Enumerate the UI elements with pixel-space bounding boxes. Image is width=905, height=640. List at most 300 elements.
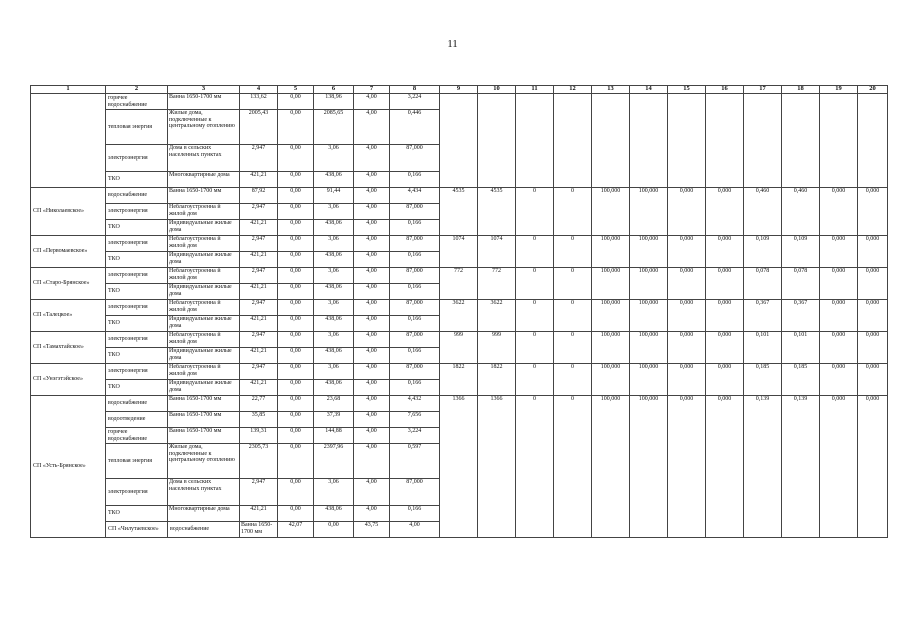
settlement-cell: СП «Первомаевское» bbox=[31, 236, 106, 268]
value-cell-v6: 2085,65 bbox=[314, 110, 354, 145]
group-value-cell: 0 bbox=[554, 332, 592, 364]
category-cell: Индивидуальные жилые дома bbox=[168, 380, 240, 396]
value-cell-v4: 139,31 bbox=[240, 428, 278, 444]
group-value-cell bbox=[592, 94, 630, 188]
value-cell-v6: 3,06 bbox=[314, 332, 354, 348]
value-cell-v6: 3,06 bbox=[314, 204, 354, 220]
value-cell-v4: 22,77 bbox=[240, 396, 278, 412]
column-header-20: 20 bbox=[858, 86, 888, 94]
group-value-cell: 0,000 bbox=[820, 364, 858, 396]
resource-cell: электроэнергия bbox=[106, 145, 168, 172]
table-row bbox=[31, 236, 888, 252]
value-cell-v5: 0,00 bbox=[278, 220, 314, 236]
column-header-13: 13 bbox=[592, 86, 630, 94]
group-value-cell: 0,460 bbox=[744, 188, 782, 236]
column-header-2: 2 bbox=[106, 86, 168, 94]
value-cell-v6: 23,68 bbox=[314, 396, 354, 412]
group-value-cell: 0,109 bbox=[782, 236, 820, 268]
value-cell-v8: 87,000 bbox=[390, 236, 440, 252]
group-value-cell: 0,000 bbox=[858, 396, 888, 538]
resource-cell: ТКО bbox=[106, 316, 168, 332]
group-value-cell: 100,000 bbox=[592, 364, 630, 396]
value-cell-v5: 0,00 bbox=[278, 396, 314, 412]
group-value-cell: 0,367 bbox=[782, 300, 820, 332]
group-value-cell: 0,367 bbox=[744, 300, 782, 332]
value-cell-v4: 421,21 bbox=[240, 220, 278, 236]
value-cell-v7: 4,00 bbox=[354, 94, 390, 110]
group-value-cell: 0,000 bbox=[858, 364, 888, 396]
table-row bbox=[31, 268, 888, 284]
category-cell: Дома в сельских населенных пунктах bbox=[168, 479, 240, 506]
value-cell-v6: 438,06 bbox=[314, 220, 354, 236]
tariff-table bbox=[30, 85, 888, 538]
value-cell-v5: 0,00 bbox=[278, 110, 314, 145]
category-cell: Индивидуальные жилые дома bbox=[168, 316, 240, 332]
group-value-cell: 0,000 bbox=[706, 236, 744, 268]
value-cell-v4: 421,21 bbox=[240, 316, 278, 332]
value-cell-v8: 4,434 bbox=[390, 188, 440, 204]
value-cell-v5: 0,00 bbox=[278, 506, 314, 522]
table-header bbox=[31, 86, 888, 94]
value-cell-v4: 2005,43 bbox=[240, 110, 278, 145]
value-cell-v7: 4,00 bbox=[354, 172, 390, 188]
value-cell-v6: 91,44 bbox=[314, 188, 354, 204]
value-cell-v8: 87,000 bbox=[390, 268, 440, 284]
group-value-cell: 0,000 bbox=[668, 300, 706, 332]
value-cell-v6: 438,06 bbox=[314, 380, 354, 396]
resource-cell: ТКО bbox=[106, 284, 168, 300]
value-cell-v8: 0,597 bbox=[390, 444, 440, 479]
group-value-cell bbox=[668, 94, 706, 188]
settlement-cell: СП «Усть-Брянское» bbox=[31, 396, 106, 538]
value-cell-v8: 87,000 bbox=[390, 479, 440, 506]
value-cell-v4: 2305,73 bbox=[240, 444, 278, 479]
column-header-17: 17 bbox=[744, 86, 782, 94]
value-cell-v8: 0,166 bbox=[390, 172, 440, 188]
group-value-cell: 1074 bbox=[440, 236, 478, 268]
value-cell-v8: 0,166 bbox=[390, 380, 440, 396]
value-cell-v5: 0,00 bbox=[278, 172, 314, 188]
value-cell-v4: 2,947 bbox=[240, 145, 278, 172]
value-cell-v5: 0,00 bbox=[278, 204, 314, 220]
value-cell-v5: 0,00 bbox=[278, 348, 314, 364]
group-value-cell: 0,000 bbox=[668, 396, 706, 538]
value-cell-v4: 421,21 bbox=[240, 348, 278, 364]
category-cell: Ванна 1650-1700 мм bbox=[168, 396, 240, 412]
value-cell-v8: 0,166 bbox=[390, 506, 440, 522]
value-cell-v8: 87,000 bbox=[390, 300, 440, 316]
group-value-cell: 100,000 bbox=[592, 188, 630, 236]
resource-cell: тепловая энергия bbox=[106, 110, 168, 145]
group-value-cell: 0,101 bbox=[744, 332, 782, 364]
value-cell-v6: 438,06 bbox=[314, 252, 354, 268]
value-cell-v6: 138,96 bbox=[314, 94, 354, 110]
group-value-cell: 772 bbox=[478, 268, 516, 300]
value-cell-v5: 0,00 bbox=[278, 412, 314, 428]
value-cell-v6: 438,06 bbox=[314, 506, 354, 522]
value-cell-v5: 0,00 bbox=[278, 268, 314, 284]
group-value-cell: 100,000 bbox=[630, 332, 668, 364]
value-cell-v5: 0,00 bbox=[278, 94, 314, 110]
group-value-cell: 0 bbox=[554, 364, 592, 396]
value-cell-v5: 0,00 bbox=[278, 332, 314, 348]
settlement-cell: СП «Тамахтайское» bbox=[31, 332, 106, 364]
group-value-cell: 0,000 bbox=[706, 364, 744, 396]
column-header-19: 19 bbox=[820, 86, 858, 94]
category-cell: Неблагоустроенна й жилой дом bbox=[168, 300, 240, 316]
value-cell-v4: 42,07 bbox=[278, 522, 314, 538]
group-value-cell: 100,000 bbox=[630, 396, 668, 538]
resource-cell: горячее водоснабжение bbox=[106, 94, 168, 110]
settlement-cell: СП «Старо-Брянское» bbox=[31, 268, 106, 300]
value-cell-v7: 4,00 bbox=[354, 236, 390, 252]
value-cell-v4: 2,947 bbox=[240, 479, 278, 506]
group-value-cell: 0,000 bbox=[668, 268, 706, 300]
settlement-cell: СП «Талецкое» bbox=[31, 300, 106, 332]
settlement-cell: СП «Чилутаевское» bbox=[106, 522, 168, 538]
group-value-cell: 4535 bbox=[440, 188, 478, 236]
group-value-cell: 0,000 bbox=[820, 268, 858, 300]
value-cell-v5: 0,00 bbox=[278, 300, 314, 316]
group-value-cell: 0,000 bbox=[820, 396, 858, 538]
group-value-cell: 1366 bbox=[478, 396, 516, 538]
category-cell: Многоквартирные дома bbox=[168, 506, 240, 522]
value-cell-v7: 4,00 bbox=[354, 396, 390, 412]
resource-cell: электроэнергия bbox=[106, 204, 168, 220]
group-value-cell: 0,000 bbox=[858, 332, 888, 364]
value-cell-v7: 4,00 bbox=[354, 284, 390, 300]
value-cell-v6: 43,75 bbox=[354, 522, 390, 538]
group-value-cell: 100,000 bbox=[630, 300, 668, 332]
resource-cell: водоотведение bbox=[106, 412, 168, 428]
value-cell-v5: 0,00 bbox=[278, 316, 314, 332]
group-value-cell: 100,000 bbox=[592, 332, 630, 364]
table-body bbox=[31, 94, 888, 538]
column-header-7: 7 bbox=[354, 86, 390, 94]
category-cell: Ванна 1650-1700 мм bbox=[168, 428, 240, 444]
value-cell-v7: 4,00 bbox=[354, 348, 390, 364]
resource-cell: водоснабжение bbox=[168, 522, 240, 538]
value-cell-v5: 0,00 bbox=[278, 145, 314, 172]
value-cell-v6: 438,06 bbox=[314, 316, 354, 332]
column-header-5: 5 bbox=[278, 86, 314, 94]
value-cell-v7: 4,00 bbox=[354, 479, 390, 506]
value-cell-v7: 4,00 bbox=[354, 332, 390, 348]
value-cell-v7: 4,00 bbox=[354, 412, 390, 428]
value-cell-v4: 2,947 bbox=[240, 268, 278, 284]
value-cell-v8: 4,432 bbox=[390, 396, 440, 412]
settlement-cell: СП «Николаевское» bbox=[31, 188, 106, 236]
resource-cell: ТКО bbox=[106, 172, 168, 188]
group-value-cell: 0 bbox=[516, 188, 554, 236]
group-value-cell: 999 bbox=[478, 332, 516, 364]
value-cell-v7: 4,00 bbox=[354, 145, 390, 172]
column-header-4: 4 bbox=[240, 86, 278, 94]
group-value-cell: 0,000 bbox=[668, 364, 706, 396]
group-value-cell: 0,101 bbox=[782, 332, 820, 364]
group-value-cell: 0 bbox=[516, 268, 554, 300]
value-cell-v5: 0,00 bbox=[278, 428, 314, 444]
category-cell: Жилые дома, подключенные к центральному отоплению bbox=[168, 444, 240, 479]
group-value-cell: 0,000 bbox=[668, 188, 706, 236]
value-cell-v6: 3,06 bbox=[314, 268, 354, 284]
value-cell-v7: 4,00 bbox=[354, 188, 390, 204]
category-cell: Неблагоустроенна й жилой дом bbox=[168, 204, 240, 220]
group-value-cell: 100,000 bbox=[592, 300, 630, 332]
value-cell-v7: 4,00 bbox=[354, 428, 390, 444]
column-header-11: 11 bbox=[516, 86, 554, 94]
group-value-cell bbox=[782, 94, 820, 188]
value-cell-v6: 3,06 bbox=[314, 364, 354, 380]
value-cell-v7: 4,00 bbox=[354, 316, 390, 332]
value-cell-v7: 4,00 bbox=[354, 380, 390, 396]
value-cell-v6: 3,06 bbox=[314, 300, 354, 316]
value-cell-v4: 133,62 bbox=[240, 94, 278, 110]
resource-cell: ТКО bbox=[106, 252, 168, 268]
value-cell-v6: 438,06 bbox=[314, 172, 354, 188]
value-cell-v5: 0,00 bbox=[314, 522, 354, 538]
resource-cell: водоснабжение bbox=[106, 188, 168, 204]
value-cell-v8: 87,000 bbox=[390, 332, 440, 348]
value-cell-v4: 421,21 bbox=[240, 252, 278, 268]
value-cell-v8: 0,166 bbox=[390, 220, 440, 236]
value-cell-v7: 4,00 bbox=[354, 444, 390, 479]
value-cell-v5: 0,00 bbox=[278, 364, 314, 380]
header-row bbox=[31, 86, 888, 94]
value-cell-v4: 2,947 bbox=[240, 204, 278, 220]
column-header-9: 9 bbox=[440, 86, 478, 94]
group-value-cell: 0,185 bbox=[744, 364, 782, 396]
group-value-cell: 999 bbox=[440, 332, 478, 364]
table-row bbox=[31, 364, 888, 380]
category-cell: Неблагоустроенна й жилой дом bbox=[168, 364, 240, 380]
group-value-cell: 0,000 bbox=[820, 300, 858, 332]
value-cell-v5: 0,00 bbox=[278, 252, 314, 268]
group-value-cell: 0,000 bbox=[668, 332, 706, 364]
value-cell-v8: 87,000 bbox=[390, 204, 440, 220]
group-value-cell: 0,000 bbox=[858, 236, 888, 268]
group-value-cell: 0,000 bbox=[706, 300, 744, 332]
page-number: 11 bbox=[447, 38, 458, 50]
value-cell-v6: 438,06 bbox=[314, 284, 354, 300]
value-cell-v5: 0,00 bbox=[278, 380, 314, 396]
category-cell: Неблагоустроенна й жилой дом bbox=[168, 236, 240, 252]
value-cell-v6: 144,88 bbox=[314, 428, 354, 444]
group-value-cell: 100,000 bbox=[630, 268, 668, 300]
group-value-cell bbox=[630, 94, 668, 188]
group-value-cell: 0,000 bbox=[820, 332, 858, 364]
group-value-cell: 0,109 bbox=[744, 236, 782, 268]
value-cell-v7: 4,00 bbox=[354, 506, 390, 522]
category-cell: Ванна 1650-1700 мм bbox=[168, 412, 240, 428]
group-value-cell: 1074 bbox=[478, 236, 516, 268]
group-value-cell bbox=[554, 94, 592, 188]
category-cell: Индивидуальные жилые дома bbox=[168, 252, 240, 268]
resource-cell: электроэнергия bbox=[106, 236, 168, 252]
column-header-1: 1 bbox=[31, 86, 106, 94]
column-header-10: 10 bbox=[478, 86, 516, 94]
value-cell-v8: 0,166 bbox=[390, 316, 440, 332]
group-value-cell bbox=[858, 94, 888, 188]
category-cell: Неблагоустроенна й жилой дом bbox=[168, 268, 240, 284]
settlement-cell bbox=[31, 94, 106, 188]
group-value-cell: 100,000 bbox=[592, 268, 630, 300]
table-row bbox=[31, 332, 888, 348]
group-value-cell: 0,000 bbox=[706, 188, 744, 236]
value-cell-v7: 4,00 bbox=[354, 364, 390, 380]
value-cell-v6: 3,06 bbox=[314, 479, 354, 506]
group-value-cell: 0,000 bbox=[706, 268, 744, 300]
value-cell-v8: 3,224 bbox=[390, 428, 440, 444]
group-value-cell: 0 bbox=[554, 396, 592, 538]
resource-cell: горячее водоснабжение bbox=[106, 428, 168, 444]
value-cell-v7: 4,00 bbox=[354, 204, 390, 220]
value-cell-v8: 7,656 bbox=[390, 412, 440, 428]
resource-cell: электроэнергия bbox=[106, 332, 168, 348]
group-value-cell: 0 bbox=[516, 364, 554, 396]
resource-cell: ТКО bbox=[106, 220, 168, 236]
value-cell-v7: 4,00 bbox=[354, 110, 390, 145]
group-value-cell: 1822 bbox=[478, 364, 516, 396]
resource-cell: электроэнергия bbox=[106, 268, 168, 284]
group-value-cell: 4535 bbox=[478, 188, 516, 236]
value-cell-v4: 2,947 bbox=[240, 332, 278, 348]
table-row bbox=[31, 396, 888, 412]
column-header-6: 6 bbox=[314, 86, 354, 94]
value-cell-v6: 438,06 bbox=[314, 348, 354, 364]
category-cell: Индивидуальные жилые дома bbox=[168, 348, 240, 364]
value-cell-v8: 3,224 bbox=[390, 94, 440, 110]
resource-cell: ТКО bbox=[106, 506, 168, 522]
value-cell-v4: 2,947 bbox=[240, 236, 278, 252]
column-header-8: 8 bbox=[390, 86, 440, 94]
group-value-cell: 0,000 bbox=[858, 268, 888, 300]
category-cell: Дома в сельских населенных пунктах bbox=[168, 145, 240, 172]
value-cell-v7: 4,00 bbox=[354, 220, 390, 236]
group-value-cell: 100,000 bbox=[592, 236, 630, 268]
group-value-cell bbox=[478, 94, 516, 188]
category-cell: Ванна 1650-1700 мм bbox=[240, 522, 278, 538]
group-value-cell: 0,000 bbox=[668, 236, 706, 268]
value-cell-v5: 0,00 bbox=[278, 479, 314, 506]
value-cell-v5: 0,00 bbox=[278, 284, 314, 300]
value-cell-v7: 4,00 bbox=[354, 252, 390, 268]
value-cell-v4: 2,947 bbox=[240, 300, 278, 316]
group-value-cell: 100,000 bbox=[592, 396, 630, 538]
group-value-cell: 0,139 bbox=[744, 396, 782, 538]
group-value-cell: 0,460 bbox=[782, 188, 820, 236]
group-value-cell: 0,000 bbox=[820, 188, 858, 236]
group-value-cell bbox=[440, 94, 478, 188]
group-value-cell: 3622 bbox=[478, 300, 516, 332]
group-value-cell: 0 bbox=[554, 188, 592, 236]
group-value-cell bbox=[516, 94, 554, 188]
group-value-cell: 0 bbox=[516, 396, 554, 538]
resource-cell: тепловая энергия bbox=[106, 444, 168, 479]
group-value-cell: 0,185 bbox=[782, 364, 820, 396]
group-value-cell: 0,000 bbox=[820, 236, 858, 268]
group-value-cell: 0 bbox=[554, 268, 592, 300]
column-header-18: 18 bbox=[782, 86, 820, 94]
group-value-cell: 3622 bbox=[440, 300, 478, 332]
category-cell: Индивидуальные жилые дома bbox=[168, 284, 240, 300]
value-cell-v4: 421,21 bbox=[240, 380, 278, 396]
column-header-3: 3 bbox=[168, 86, 240, 94]
value-cell-v7: 4,00 bbox=[354, 268, 390, 284]
value-cell-v6: 37,39 bbox=[314, 412, 354, 428]
resource-cell: электроэнергия bbox=[106, 479, 168, 506]
value-cell-v4: 35,85 bbox=[240, 412, 278, 428]
category-cell: Ванна 1650-1700 мм bbox=[168, 188, 240, 204]
value-cell-v7: 4,00 bbox=[390, 522, 440, 538]
group-value-cell: 0,139 bbox=[782, 396, 820, 538]
value-cell-v6: 2397,96 bbox=[314, 444, 354, 479]
settlement-cell: СП «Унэгэтэйское» bbox=[31, 364, 106, 396]
group-value-cell bbox=[744, 94, 782, 188]
value-cell-v5: 0,00 bbox=[278, 236, 314, 252]
value-cell-v5: 0,00 bbox=[278, 444, 314, 479]
group-value-cell: 0,000 bbox=[858, 188, 888, 236]
group-value-cell: 0 bbox=[554, 300, 592, 332]
value-cell-v8: 87,000 bbox=[390, 364, 440, 380]
value-cell-v8: 0,166 bbox=[390, 348, 440, 364]
value-cell-v5: 0,00 bbox=[278, 188, 314, 204]
category-cell: Ванна 1650-1700 мм bbox=[168, 94, 240, 110]
table-row bbox=[31, 300, 888, 316]
category-cell: Неблагоустроенна й жилой дом bbox=[168, 332, 240, 348]
value-cell-v4: 421,21 bbox=[240, 284, 278, 300]
group-value-cell: 1822 bbox=[440, 364, 478, 396]
resource-cell: электроэнергия bbox=[106, 364, 168, 380]
group-value-cell: 100,000 bbox=[630, 364, 668, 396]
group-value-cell: 0,000 bbox=[858, 300, 888, 332]
value-cell-v8: 0,166 bbox=[390, 252, 440, 268]
group-value-cell: 100,000 bbox=[630, 236, 668, 268]
column-header-12: 12 bbox=[554, 86, 592, 94]
table-row bbox=[31, 188, 888, 204]
group-value-cell: 772 bbox=[440, 268, 478, 300]
group-value-cell: 0,078 bbox=[782, 268, 820, 300]
value-cell-v6: 3,06 bbox=[314, 145, 354, 172]
table-row bbox=[31, 94, 888, 110]
value-cell-v6: 3,06 bbox=[314, 236, 354, 252]
group-value-cell: 0,000 bbox=[706, 332, 744, 364]
tariff-table-container bbox=[30, 85, 883, 538]
group-value-cell: 100,000 bbox=[630, 188, 668, 236]
group-value-cell: 0 bbox=[516, 236, 554, 268]
group-value-cell: 0,000 bbox=[706, 396, 744, 538]
value-cell-v8: 87,000 bbox=[390, 145, 440, 172]
category-cell: Многоквартирные дома bbox=[168, 172, 240, 188]
group-value-cell bbox=[820, 94, 858, 188]
group-value-cell: 1366 bbox=[440, 396, 478, 538]
resource-cell: ТКО bbox=[106, 348, 168, 364]
column-header-16: 16 bbox=[706, 86, 744, 94]
resource-cell: водоснабжение bbox=[106, 396, 168, 412]
value-cell-v7: 4,00 bbox=[354, 300, 390, 316]
value-cell-v4: 87,92 bbox=[240, 188, 278, 204]
category-cell: Индивидуальные жилые дома bbox=[168, 220, 240, 236]
column-header-15: 15 bbox=[668, 86, 706, 94]
value-cell-v8: 0,166 bbox=[390, 284, 440, 300]
group-value-cell bbox=[706, 94, 744, 188]
group-value-cell: 0,078 bbox=[744, 268, 782, 300]
value-cell-v4: 421,21 bbox=[240, 506, 278, 522]
group-value-cell: 0 bbox=[516, 332, 554, 364]
resource-cell: электроэнергия bbox=[106, 300, 168, 316]
value-cell-v4: 2,947 bbox=[240, 364, 278, 380]
group-value-cell: 0 bbox=[554, 236, 592, 268]
